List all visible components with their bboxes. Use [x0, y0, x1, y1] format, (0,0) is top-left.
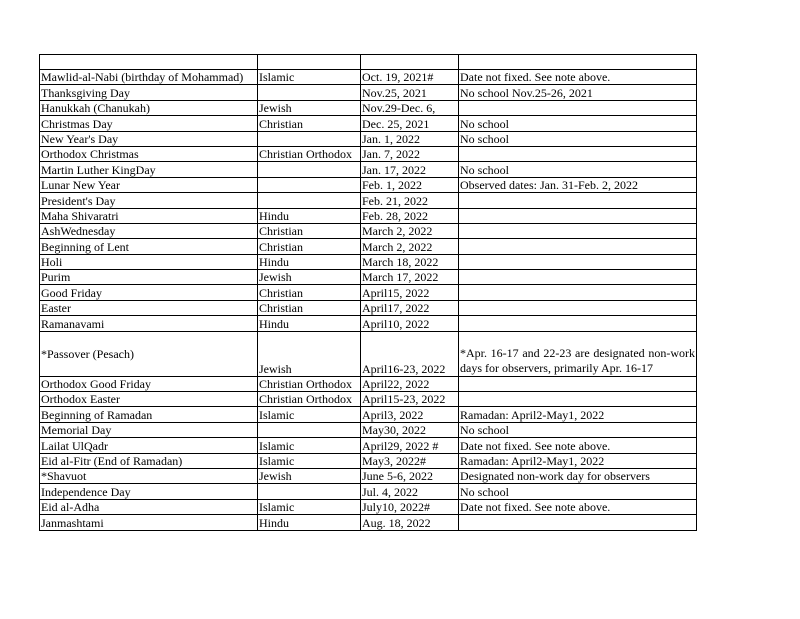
table-row	[40, 300, 697, 315]
holiday-cell: Ramanavami	[40, 316, 258, 331]
religion-cell: Hindu	[258, 316, 361, 331]
holiday-cell: Lunar New Year	[40, 177, 258, 192]
religion-cell	[258, 422, 361, 437]
holiday-cell: Janmashtami	[40, 515, 258, 530]
holiday-cell	[40, 55, 258, 70]
note-cell	[459, 316, 697, 331]
note-cell: Date not fixed. See note above.	[459, 70, 697, 85]
note-cell: Date not fixed. See note above.	[459, 438, 697, 453]
date-cell: Jan. 7, 2022	[361, 146, 459, 161]
date-cell: Jul. 4, 2022	[361, 484, 459, 499]
note-cell	[459, 515, 697, 530]
table-row	[40, 468, 697, 483]
date-cell: March 17, 2022	[361, 270, 459, 285]
table-row	[40, 376, 697, 391]
note-cell	[459, 208, 697, 223]
note-cell	[459, 300, 697, 315]
note-cell	[459, 146, 697, 161]
holiday-cell: President's Day	[40, 193, 258, 208]
religion-cell	[258, 177, 361, 192]
date-cell: May3, 2022#	[361, 453, 459, 468]
holiday-cell: Eid al-Fitr (End of Ramadan)	[40, 453, 258, 468]
date-cell: Dec. 25, 2021	[361, 116, 459, 131]
holiday-cell: Hanukkah (Chanukah)	[40, 100, 258, 115]
note-cell	[459, 285, 697, 300]
holiday-cell: AshWednesday	[40, 223, 258, 238]
holiday-cell: Maha Shivaratri	[40, 208, 258, 223]
holiday-cell: Lailat UlQadr	[40, 438, 258, 453]
religion-cell: Christian Orthodox	[258, 376, 361, 391]
holiday-cell: Orthodox Good Friday	[40, 376, 258, 391]
holiday-cell: Beginning of Ramadan	[40, 407, 258, 422]
date-cell: Aug. 18, 2022	[361, 515, 459, 530]
holiday-cell: Good Friday	[40, 285, 258, 300]
note-cell: No school	[459, 422, 697, 437]
religion-cell	[258, 162, 361, 177]
table-row	[40, 116, 697, 131]
holiday-cell: Memorial Day	[40, 422, 258, 437]
religion-cell: Jewish	[258, 331, 361, 376]
date-cell: Feb. 1, 2022	[361, 177, 459, 192]
table-row	[40, 407, 697, 422]
religion-cell: Islamic	[258, 70, 361, 85]
note-cell: No school	[459, 162, 697, 177]
note-cell: No school	[459, 131, 697, 146]
note-cell	[459, 193, 697, 208]
date-cell: Feb. 21, 2022	[361, 193, 459, 208]
holiday-cell: Martin Luther KingDay	[40, 162, 258, 177]
holiday-cell: Easter	[40, 300, 258, 315]
table-row	[40, 100, 697, 115]
religion-cell: Christian	[258, 239, 361, 254]
date-cell: April3, 2022	[361, 407, 459, 422]
note-cell	[459, 55, 697, 70]
note-cell: Observed dates: Jan. 31-Feb. 2, 2022	[459, 177, 697, 192]
holiday-cell: *Passover (Pesach)	[40, 331, 258, 376]
note-cell	[459, 270, 697, 285]
note-cell	[459, 223, 697, 238]
holiday-cell: Christmas Day	[40, 116, 258, 131]
table-row	[40, 85, 697, 100]
table-row	[40, 177, 697, 192]
table-row	[40, 131, 697, 146]
religion-cell: Jewish	[258, 270, 361, 285]
note-cell: No school	[459, 116, 697, 131]
date-cell: June 5-6, 2022	[361, 468, 459, 483]
holiday-cell: Orthodox Easter	[40, 392, 258, 407]
date-cell	[361, 55, 459, 70]
holiday-table-body	[40, 55, 697, 531]
holiday-cell: Eid al-Adha	[40, 499, 258, 514]
holiday-cell: Purim	[40, 270, 258, 285]
table-row	[40, 484, 697, 499]
date-cell: April22, 2022	[361, 376, 459, 391]
table-row	[40, 270, 697, 285]
date-cell: March 2, 2022	[361, 239, 459, 254]
religion-cell	[258, 85, 361, 100]
religion-cell: Hindu	[258, 208, 361, 223]
date-cell: Jan. 17, 2022	[361, 162, 459, 177]
religion-cell: Hindu	[258, 515, 361, 530]
date-cell: Oct. 19, 2021#	[361, 70, 459, 85]
date-cell: May30, 2022	[361, 422, 459, 437]
table-row	[40, 208, 697, 223]
religion-cell	[258, 55, 361, 70]
table-row	[40, 499, 697, 514]
table-row	[40, 515, 697, 530]
religion-cell: Jewish	[258, 100, 361, 115]
table-row	[40, 438, 697, 453]
table-row	[40, 239, 697, 254]
religion-cell: Christian	[258, 285, 361, 300]
religion-cell: Christian Orthodox	[258, 146, 361, 161]
date-cell: Nov.25, 2021	[361, 85, 459, 100]
date-cell: April17, 2022	[361, 300, 459, 315]
holiday-cell: Mawlid-al-Nabi (birthday of Mohammad)	[40, 70, 258, 85]
note-cell: Designated non-work day for observers	[459, 468, 697, 483]
religion-cell: Christian	[258, 223, 361, 238]
date-cell: Nov.29-Dec. 6,	[361, 100, 459, 115]
table-row	[40, 146, 697, 161]
date-cell: April29, 2022 #	[361, 438, 459, 453]
holiday-cell: Independence Day	[40, 484, 258, 499]
date-cell: April15, 2022	[361, 285, 459, 300]
date-cell: July10, 2022#	[361, 499, 459, 514]
holiday-cell: New Year's Day	[40, 131, 258, 146]
date-cell: April16-23, 2022	[361, 331, 459, 376]
religion-cell	[258, 193, 361, 208]
note-cell	[459, 376, 697, 391]
table-row	[40, 285, 697, 300]
holiday-cell: Holi	[40, 254, 258, 269]
religion-cell	[258, 131, 361, 146]
table-row	[40, 223, 697, 238]
note-cell	[459, 254, 697, 269]
religion-cell	[258, 484, 361, 499]
religion-cell: Christian Orthodox	[258, 392, 361, 407]
date-cell: March 18, 2022	[361, 254, 459, 269]
note-cell: *Apr. 16-17 and 22-23 are designated non-work days for observers, primarily Apr. 16-17	[459, 331, 697, 376]
table-row	[40, 55, 697, 70]
holiday-cell: Beginning of Lent	[40, 239, 258, 254]
religion-cell: Christian	[258, 116, 361, 131]
date-cell: Jan. 1, 2022	[361, 131, 459, 146]
table-row	[40, 162, 697, 177]
date-cell: April15-23, 2022	[361, 392, 459, 407]
holiday-table	[39, 54, 697, 531]
note-cell: No school	[459, 484, 697, 499]
table-row	[40, 193, 697, 208]
holiday-cell: *Shavuot	[40, 468, 258, 483]
date-cell: April10, 2022	[361, 316, 459, 331]
date-cell: March 2, 2022	[361, 223, 459, 238]
religion-cell: Islamic	[258, 499, 361, 514]
table-row	[40, 331, 697, 376]
religion-cell: Christian	[258, 300, 361, 315]
date-cell: Feb. 28, 2022	[361, 208, 459, 223]
table-row	[40, 254, 697, 269]
holiday-cell: Orthodox Christmas	[40, 146, 258, 161]
religion-cell: Islamic	[258, 453, 361, 468]
note-cell: Ramadan: April2-May1, 2022	[459, 453, 697, 468]
note-cell	[459, 100, 697, 115]
holiday-calendar-sheet	[39, 54, 697, 531]
table-row	[40, 392, 697, 407]
religion-cell: Islamic	[258, 407, 361, 422]
table-row	[40, 422, 697, 437]
holiday-cell: Thanksgiving Day	[40, 85, 258, 100]
note-cell	[459, 239, 697, 254]
table-row	[40, 70, 697, 85]
note-cell: Ramadan: April2-May1, 2022	[459, 407, 697, 422]
note-cell: Date not fixed. See note above.	[459, 499, 697, 514]
religion-cell: Jewish	[258, 468, 361, 483]
table-row	[40, 453, 697, 468]
table-row	[40, 316, 697, 331]
religion-cell: Islamic	[258, 438, 361, 453]
religion-cell: Hindu	[258, 254, 361, 269]
note-cell: No school Nov.25-26, 2021	[459, 85, 697, 100]
note-cell	[459, 392, 697, 407]
